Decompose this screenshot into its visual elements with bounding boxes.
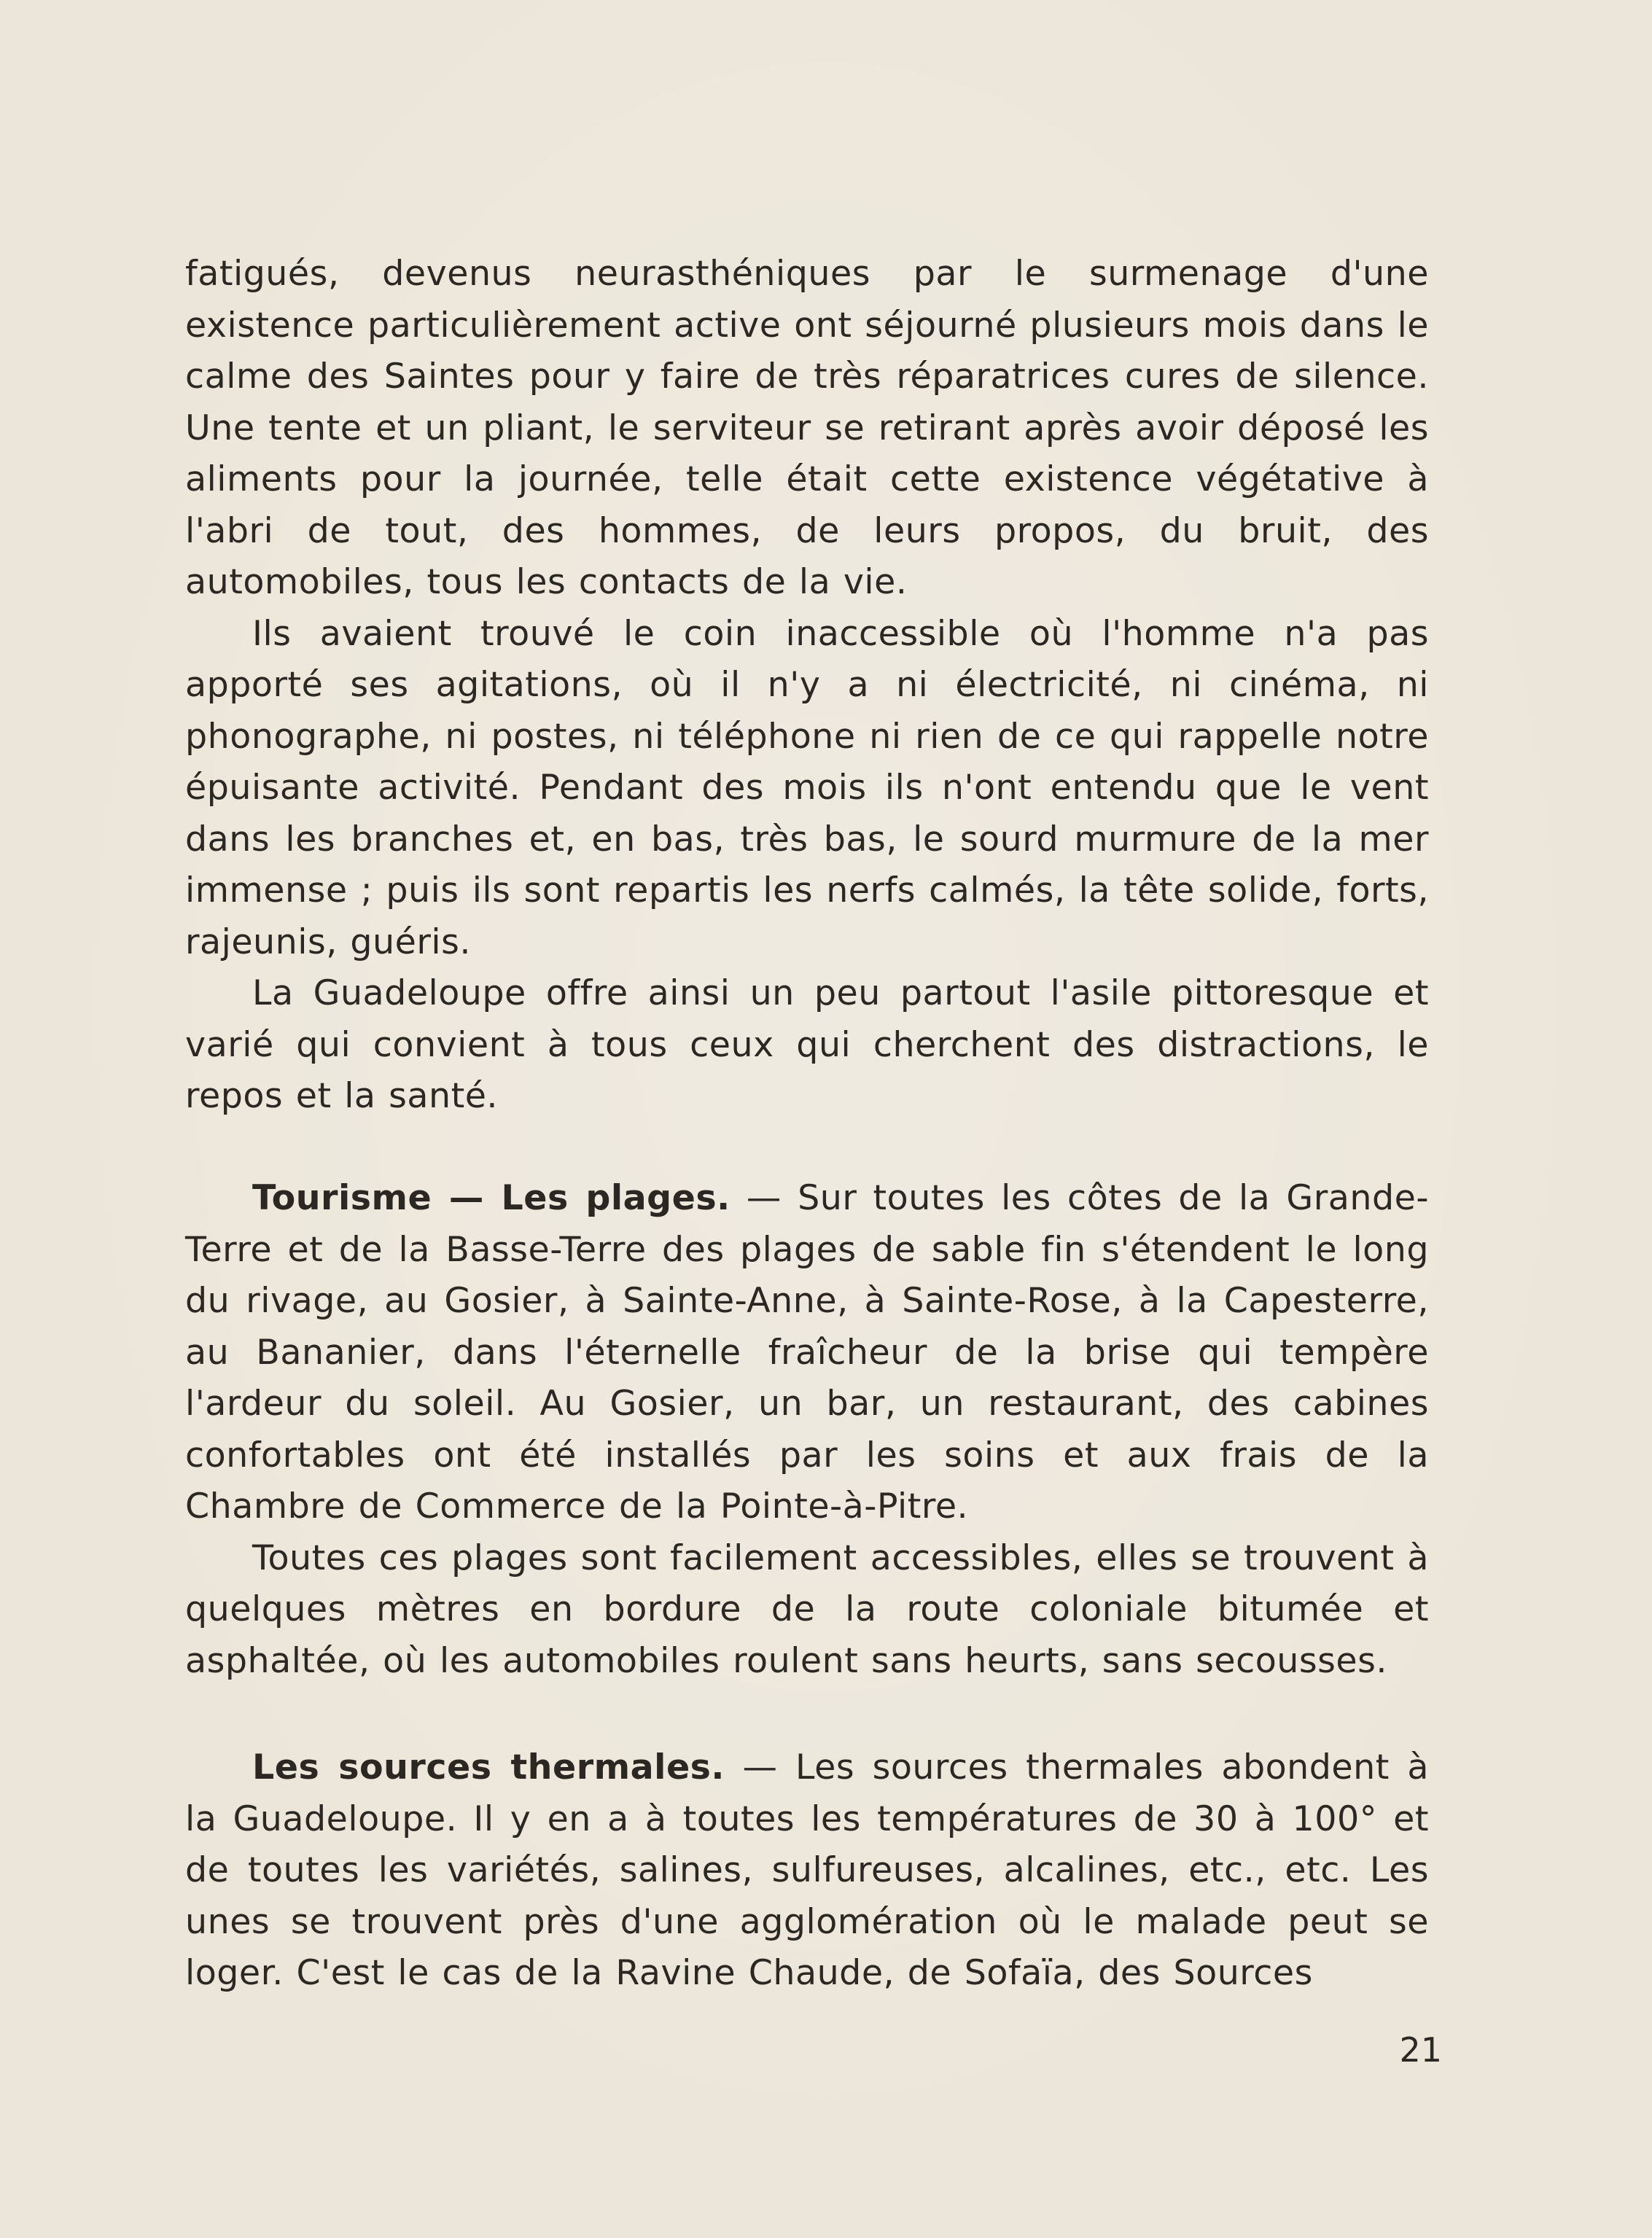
tourisme-lead-text: — Sur toutes les côtes de la Grande-Terre et de la Basse-Terre des plages de sable fin s'étendent le long du rivage, au Gosier, à Sainte-Anne, à Sainte-Rose, à la Capesterre, au Bananier, dans l'éternelle fraîcheur de la brise qui tempère l'ardeur du soleil. Au Gosier, un bar, un restaurant, des cabines confortables ont été installés par les soins et aux frais de la Chambre de Commerce de la Pointe-à-Pitre. xyxy=(185,1178,1430,1527)
section-heading-tourisme: Tourisme — Les plages. xyxy=(252,1178,730,1218)
paragraph-continuation: fatigués, devenus neurasthéniques par le surmenage d'une existence particulièrement active ont séjourné plusieurs mois dans le calme des Saintes pour y faire de très réparatrices cures de silence. Une tente et un pliant, le serviteur se retirant après avoir déposé les aliments pour la journée, telle était cette existence végétative à l'abri de tout, des hommes, de leurs propos, du bruit, des automobiles, tous les contacts de la vie. xyxy=(185,254,1429,602)
paragraph-tourisme-access: Toutes ces plages sont facilement accessibles, elles se trouvent à quelques mètres en bordure de la route coloniale bitumée et asphaltée, où les automobiles roulent sans heurts, sans secousses. xyxy=(185,1537,1429,1681)
paragraph-guadeloupe-asylum: La Guadeloupe offre ainsi un peu partout l'asile pittoresque et varié qui convient à tous ceux qui cherchent des distractions, le repos et la santé. xyxy=(185,973,1429,1116)
top-text-block xyxy=(185,249,1429,1123)
section-heading-sources: Les sources thermales. xyxy=(252,1747,725,1787)
sources-lead-text: — Les sources thermales abondent à la Guadeloupe. Il y en a à toutes les températures de 30 à 100° et de toutes les variétés, salines, sulfureuses, alcalines, etc., etc. Les unes se trouvent près d'une agglomération où le malade peut se loger. C'est le cas de la Ravine Chaude, de Sofaïa, des Sources xyxy=(185,1747,1429,1993)
page-number: 21 xyxy=(1399,2030,1442,2070)
paragraph-tourisme-lead xyxy=(185,1173,1429,1533)
paragraph-sources-lead xyxy=(185,1742,1429,2000)
paragraph-inaccessible-corner: Ils avaient trouvé le coin inaccessible où l'homme n'a pas apporté ses agitations, où il n'y a ni électricité, ni cinéma, ni phonographe, ni postes, ni téléphone ni rien de ce qui rappelle notre épuisante activité. Pendant des mois ils n'ont entendu que le vent dans les branches et, en bas, très bas, le sourd murmure de la mer immense ; puis ils sont repartis les nerfs calmés, la tête solide, forts, rajeunis, guéris. xyxy=(185,613,1429,962)
section-tourisme xyxy=(185,1173,1429,1687)
section-sources xyxy=(185,1742,1429,2000)
